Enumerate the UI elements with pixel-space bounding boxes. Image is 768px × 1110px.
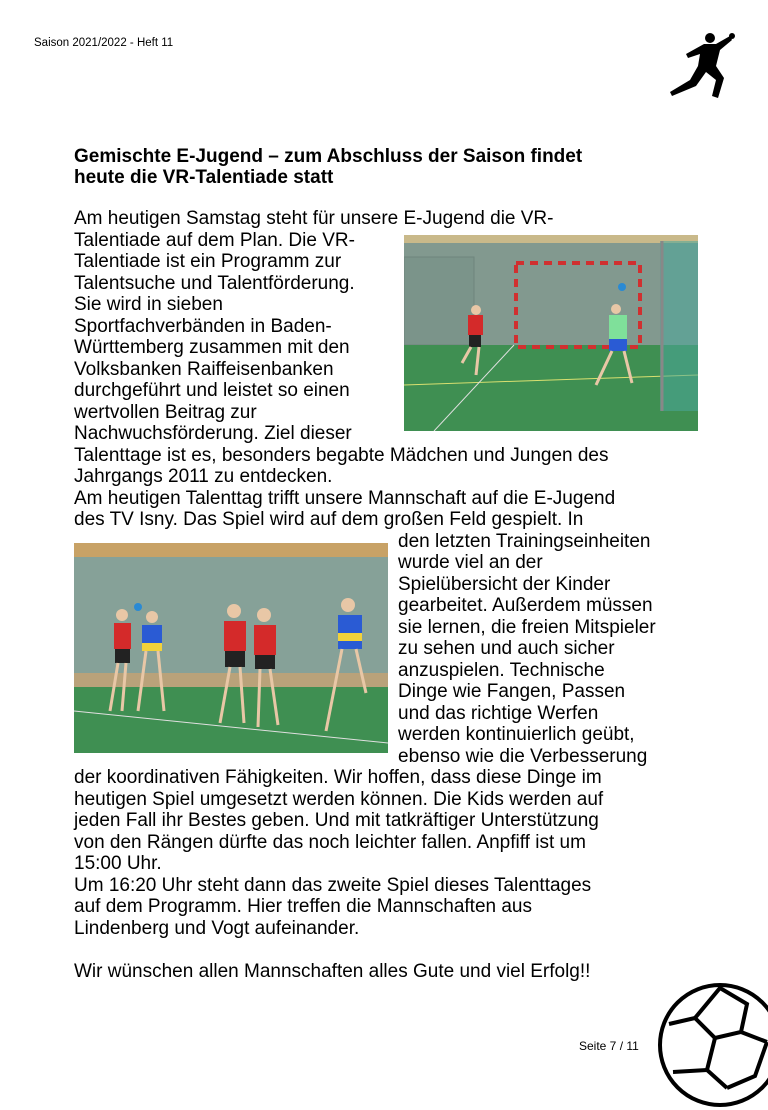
article-title bbox=[74, 146, 674, 188]
text-line: von den Rängen dürfte das noch leichter fallen. Anpfiff ist um bbox=[74, 831, 586, 853]
text-line: den letzten Trainingseinheiten bbox=[398, 530, 651, 552]
text-line: Talenttage ist es, besonders begabte Mädchen und Jungen des bbox=[74, 444, 609, 466]
text-line: auf dem Programm. Hier treffen die Mannschaften aus bbox=[74, 896, 532, 917]
text-line: Spielübersicht der Kinder bbox=[398, 573, 611, 595]
title-line: Gemischte E-Jugend – zum Abschluss der Saison findet bbox=[74, 146, 583, 167]
text-line: werden kontinuierlich geübt, bbox=[398, 724, 635, 745]
header-season: Saison 2021/2022 - Heft 11 bbox=[34, 37, 174, 49]
text-line: Jahrgangs 2011 zu entdecken. bbox=[74, 466, 333, 487]
text-line: Talentsuche und Talentförderung. bbox=[74, 272, 355, 294]
text-line: sie lernen, die freien Mitspieler bbox=[398, 616, 656, 638]
text-line: anzuspielen. Technische bbox=[398, 659, 605, 681]
text-line: 15:00 Uhr. bbox=[74, 853, 162, 874]
text-line: Am heutigen Talenttag trifft unsere Mannschaft auf die E-Jugend bbox=[74, 487, 616, 509]
text-line: gearbeitet. Außerdem müssen bbox=[398, 595, 653, 616]
text-line: Talentiade ist ein Programm zur bbox=[74, 251, 342, 272]
handball-player-logo bbox=[660, 30, 740, 100]
text-line: Lindenberg und Vogt aufeinander. bbox=[74, 917, 360, 939]
text-line: durchgeführt und leistet so einen bbox=[74, 380, 350, 401]
text-line bbox=[74, 939, 694, 961]
text-line: wurde viel an der bbox=[398, 552, 543, 573]
text-line: zu sehen und auch sicher bbox=[398, 638, 615, 659]
text-line: Sie wird in sieben bbox=[74, 294, 223, 315]
text-line: wertvollen Beitrag zur bbox=[74, 401, 257, 423]
text-line: Dinge wie Fangen, Passen bbox=[398, 681, 626, 702]
text-line: Volksbanken Raiffeisenbanken bbox=[74, 358, 334, 380]
text-line: Am heutigen Samstag steht für unsere E-Jugend die VR- bbox=[74, 208, 554, 229]
text-line: Sportfachverbänden in Baden- bbox=[74, 315, 332, 337]
text-line: der koordinativen Fähigkeiten. Wir hoffen, dass diese Dinge im bbox=[74, 767, 602, 788]
text-line: Nachwuchsförderung. Ziel dieser bbox=[74, 423, 352, 444]
page-number: Seite 7 / 11 bbox=[579, 1039, 639, 1053]
text-line: Um 16:20 Uhr steht dann das zweite Spiel dieses Talenttages bbox=[74, 874, 592, 896]
handball-ball-icon bbox=[655, 980, 768, 1110]
title-line: heute die VR-Talentiade statt bbox=[74, 167, 334, 188]
photo-team-playing bbox=[74, 543, 388, 753]
text-line: Wir wünschen allen Mannschaften alles Gute und viel Erfolg!! bbox=[74, 960, 591, 982]
text-line: Württemberg zusammen mit den bbox=[74, 337, 350, 358]
text-line: jeden Fall ihr Bestes geben. Und mit tatkräftiger Unterstützung bbox=[74, 810, 599, 831]
text-line: Talentiade auf dem Plan. Die VR- bbox=[74, 229, 355, 251]
text-line: des TV Isny. Das Spiel wird auf dem großen Feld gespielt. In bbox=[74, 509, 584, 530]
text-line: heutigen Spiel umgesetzt werden können. Die Kids werden auf bbox=[74, 788, 604, 810]
photo-gym-goal bbox=[404, 235, 698, 431]
text-line: und das richtige Werfen bbox=[398, 702, 599, 724]
text-line: ebenso wie die Verbesserung bbox=[398, 745, 648, 767]
